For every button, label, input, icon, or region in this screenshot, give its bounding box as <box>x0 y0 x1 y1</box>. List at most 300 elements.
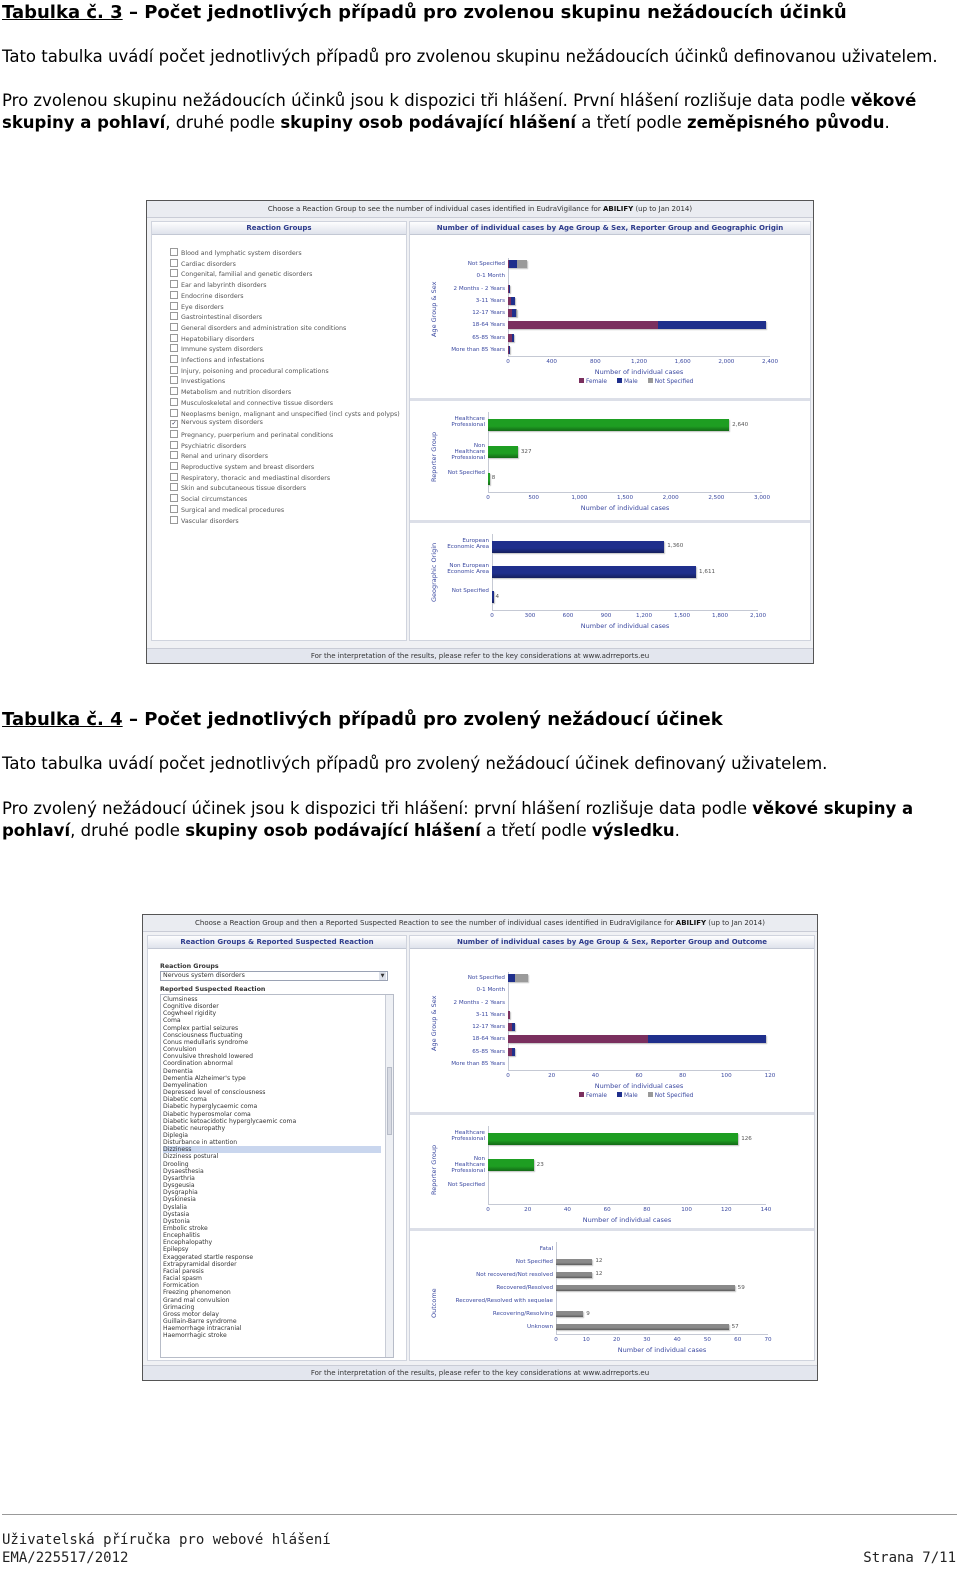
reaction-list-item[interactable]: Gross motor delay <box>163 1310 219 1318</box>
reaction-group-label: Metabolism and nutrition disorders <box>181 389 292 397</box>
category-tick-label: Non Healthcare Professional <box>451 1156 485 1174</box>
figure1-charts-panel <box>409 221 811 641</box>
reaction-list-item[interactable]: Diabetic ketoacidotic hyperglycaemic coma <box>163 1117 297 1125</box>
reaction-group-label: Ear and labyrinth disorders <box>181 282 267 290</box>
x-tick-label: 0 <box>490 613 494 619</box>
category-tick-label: Healthcare Professional <box>451 416 485 429</box>
x-tick-label: 40 <box>591 1073 599 1079</box>
bar <box>492 541 664 553</box>
category-tick-label: 2 Months - 2 Years <box>453 285 505 292</box>
section3-dash: – <box>128 2 138 23</box>
reaction-list-item[interactable]: Exaggerated startle response <box>163 1253 254 1261</box>
figure2-outcome-chart <box>410 1234 814 1358</box>
reaction-group-checkbox[interactable] <box>170 355 264 364</box>
reaction-list-item[interactable]: Conus medullaris syndrome <box>163 1038 248 1046</box>
checkbox-icon <box>170 483 178 491</box>
figure2-age-sex-chart <box>410 950 814 1110</box>
checkbox-icon <box>170 366 178 374</box>
reaction-group-checkbox[interactable] <box>170 312 262 321</box>
reaction-list-item[interactable]: Cogwheel rigidity <box>163 1010 217 1018</box>
figure1-bottom-note: For the interpretation of the results, please refer to the key considerations at www.adrreports.eu <box>147 648 813 663</box>
bar-segment-female <box>508 1011 510 1019</box>
figure1-right-header: Number of individual cases by Age Group & Sex, Reporter Group and Geographic Origin <box>410 222 810 235</box>
checkbox-icon <box>170 505 178 513</box>
reaction-list-item[interactable]: Facial spasm <box>163 1275 202 1283</box>
legend-swatch <box>579 378 584 383</box>
reaction-group-label: Musculoskeletal and connective tissue disorders <box>181 399 334 407</box>
section4-title: Počet jednotlivých případů pro zvolený nežádoucí účinek <box>144 709 723 730</box>
bar-segment-not-specified <box>515 974 528 982</box>
legend-swatch <box>617 378 622 383</box>
reaction-list-item[interactable]: Depressed level of consciousness <box>163 1089 266 1097</box>
category-tick-label: More than 85 Years <box>451 346 505 353</box>
section4-dash: – <box>128 709 138 730</box>
category-tick-label: European Economic Area <box>447 537 489 550</box>
figure2-left-header: Reaction Groups & Reported Suspected Reaction <box>148 936 406 949</box>
reaction-group-checkbox[interactable] <box>170 430 333 439</box>
x-axis-title: Number of individual cases <box>580 622 670 630</box>
checkbox-icon <box>170 462 178 470</box>
figure2-screenshot <box>142 914 818 1381</box>
category-tick-label: 65-85 Years <box>472 334 505 341</box>
checkbox-icon <box>170 355 178 363</box>
x-tick-label: 1,600 <box>674 359 691 365</box>
reaction-list-item[interactable]: Dementia Alzheimer's type <box>163 1074 246 1082</box>
x-tick-label: 0 <box>506 1073 510 1079</box>
reaction-group-checkbox[interactable] <box>170 462 314 471</box>
reaction-list-item[interactable]: Guillain-Barre syndrome <box>163 1318 237 1326</box>
reaction-group-label: Congenital, familial and genetic disorders <box>181 271 313 279</box>
y-axis-title: Age Group & Sex <box>430 281 438 337</box>
checkbox-icon <box>170 430 178 438</box>
x-axis-title: Number of individual cases <box>594 1082 684 1090</box>
y-axis-title: Reporter Group <box>430 431 438 482</box>
category-tick-label: Fatal <box>539 1245 553 1252</box>
bar-segment-not-specified <box>517 260 527 268</box>
x-tick-label: 100 <box>681 1207 692 1213</box>
x-tick-label: 70 <box>764 1337 772 1343</box>
reaction-group-label: Pregnancy, puerperium and perinatal conditions <box>181 431 334 439</box>
figure2-reaction-group-select[interactable]: Nervous system disorders ▼ <box>160 971 388 981</box>
legend-item <box>579 379 607 385</box>
section3-label: Tabulka č. 3 <box>2 2 123 23</box>
reaction-group-label: Blood and lymphatic system disorders <box>181 250 302 257</box>
category-tick-label: More than 85 Years <box>451 1060 505 1067</box>
figure1-topbar: Choose a Reaction Group to see the number of individual cases identified in EudraVigilance for ABILIFY (up to Jan 2014) <box>147 201 813 218</box>
reaction-list-item[interactable]: Epilepsy <box>163 1246 189 1254</box>
x-tick-label: 140 <box>760 1207 772 1213</box>
reaction-list-item[interactable]: Diabetic hyperglycaemic coma <box>163 1103 258 1111</box>
data-label: 2,640 <box>732 421 749 428</box>
category-tick-label: 18-64 Years <box>472 322 505 329</box>
x-tick-label: 80 <box>679 1073 687 1079</box>
bar-segment-female <box>508 321 658 329</box>
figure2-bottom-note: For the interpretation of the results, please refer to the key considerations at www.adrreports.eu <box>143 1365 817 1380</box>
checkbox-icon <box>170 376 178 384</box>
checkbox-icon <box>170 280 178 288</box>
category-tick-label: Recovered/Resolved <box>496 1285 553 1291</box>
reaction-group-checkbox[interactable] <box>170 344 263 353</box>
legend-item <box>579 1093 607 1099</box>
x-axis-line <box>488 492 762 493</box>
x-axis-line <box>508 1070 770 1071</box>
reaction-list-item[interactable]: Embolic stroke <box>163 1225 208 1232</box>
reaction-group-label: Nervous system disorders <box>181 419 263 427</box>
reaction-list-item[interactable]: Diabetic neuropathy <box>163 1124 226 1132</box>
section3-heading <box>2 2 847 23</box>
x-axis-title: Number of individual cases <box>594 368 684 376</box>
x-tick-label: 2,400 <box>761 359 779 365</box>
data-label: 8 <box>491 475 496 482</box>
scrollbar-thumb[interactable] <box>387 1067 392 1135</box>
category-tick-label: 0-1 Month <box>476 987 505 994</box>
x-tick-label: 1,800 <box>711 613 729 619</box>
reaction-group-label: Cardiac disorders <box>181 260 236 268</box>
x-tick-label: 40 <box>673 1337 681 1343</box>
reaction-list-item[interactable]: Dystonia <box>163 1217 190 1225</box>
bar-segment-male <box>509 285 510 293</box>
figure1-reaction-groups-panel <box>151 221 407 641</box>
category-tick-label: Not recovered/Not resolved <box>476 1271 553 1278</box>
x-tick-label: 0 <box>554 1337 558 1343</box>
x-tick-label: 50 <box>703 1337 711 1343</box>
reaction-list-item[interactable]: Grimacing <box>163 1303 195 1311</box>
legend-item <box>617 1093 638 1099</box>
x-tick-label: 2,000 <box>662 495 679 501</box>
reaction-group-label: Reproductive system and breast disorders <box>181 464 315 471</box>
footer-rule <box>2 1514 957 1515</box>
reaction-group-checkbox[interactable] <box>170 291 244 300</box>
y-axis-title: Outcome <box>430 1288 438 1318</box>
x-tick-label: 800 <box>589 359 601 365</box>
section4-label: Tabulka č. 4 <box>2 709 123 730</box>
x-tick-label: 40 <box>563 1207 571 1213</box>
x-axis-title: Number of individual cases <box>582 1216 672 1224</box>
bar-segment-male <box>509 260 517 268</box>
checkbox-icon <box>170 291 178 299</box>
reaction-list-item[interactable]: Dystasia <box>163 1210 190 1218</box>
data-label: 59 <box>737 1284 745 1291</box>
checkbox-icon <box>170 344 178 352</box>
bar <box>488 419 729 431</box>
x-axis-title: Number of individual cases <box>580 504 670 512</box>
x-tick-label: 3,000 <box>753 495 771 501</box>
reaction-group-label: Hepatobiliary disorders <box>181 335 255 343</box>
bar <box>488 473 490 485</box>
x-tick-label: 80 <box>643 1207 651 1213</box>
reaction-group-label: Neoplasms benign, malignant and unspecified (incl cysts and polyps) <box>181 410 400 418</box>
figure2-reaction-groups-label: Reaction Groups <box>160 963 219 970</box>
reaction-group-checkbox[interactable] <box>170 409 400 418</box>
reaction-list-item[interactable]: Diabetic coma <box>163 1096 207 1104</box>
figure2-right-header: Number of individual cases by Age Group & Sex, Reporter Group and Outcome <box>410 936 814 949</box>
legend-item <box>617 379 638 385</box>
data-label: 1,611 <box>699 568 716 575</box>
bar-segment-male <box>512 1023 514 1031</box>
reaction-list-item[interactable]: Grand mal convulsion <box>163 1296 230 1304</box>
reaction-group-checkbox[interactable] <box>170 334 254 343</box>
reaction-group-label: Psychiatric disorders <box>181 442 247 450</box>
bar <box>556 1311 583 1317</box>
x-tick-label: 120 <box>720 1207 732 1213</box>
x-axis-line <box>488 1204 766 1205</box>
data-label: 126 <box>741 1135 752 1142</box>
bar-segment-male <box>509 346 510 354</box>
section3-paragraph2: Pro zvolenou skupinu nežádoucích účinků jsou k dispozici tři hlášení. První hlášení rozlišuje data podle věkové skupiny a pohlaví, druhé podle skupiny osob podávající hlášení a třetí podle zeměpisného původu. <box>2 91 917 132</box>
legend-label: Male <box>623 378 638 385</box>
reaction-list-item[interactable]: Encephalopathy <box>163 1239 213 1247</box>
section4-paragraph1: Tato tabulka uvádí počet jednotlivých případů pro zvolený nežádoucí účinek definovaný uživatelem. <box>2 754 828 773</box>
x-axis-title: Number of individual cases <box>617 1346 707 1354</box>
checkbox-icon <box>170 387 178 395</box>
reaction-group-checkbox[interactable] <box>170 323 346 332</box>
x-tick-label: 20 <box>548 1073 556 1079</box>
section3-title: Počet jednotlivých případů pro zvolenou skupinu nežádoucích účinků <box>144 2 847 23</box>
reaction-group-checkbox[interactable] <box>170 302 224 311</box>
legend-swatch <box>648 378 653 383</box>
bar <box>556 1324 729 1330</box>
reaction-list-item[interactable]: Diabetic hyperosmolar coma <box>163 1110 251 1118</box>
reaction-list-item[interactable]: Formication <box>163 1282 199 1290</box>
reaction-group-label: Social circumstances <box>181 496 248 504</box>
footer-doc-id: EMA/225517/2012 <box>2 1550 129 1566</box>
chart-legend <box>579 1092 703 1099</box>
figure2-charts-panel <box>409 935 815 1361</box>
checkbox-icon <box>170 269 178 277</box>
category-tick-label: Not Specified <box>467 261 505 268</box>
reaction-list-item[interactable]: Cognitive disorder <box>163 1003 219 1011</box>
reaction-list-item[interactable]: Dizziness <box>163 1146 381 1153</box>
reaction-group-label: Investigations <box>181 378 226 386</box>
category-tick-label: 3-11 Years <box>475 1011 505 1018</box>
bar <box>488 1159 534 1171</box>
x-tick-label: 300 <box>524 613 536 619</box>
category-tick-label: 2 Months - 2 Years <box>453 999 505 1006</box>
reaction-list-item[interactable]: Extrapyramidal disorder <box>163 1260 237 1268</box>
reaction-list-item[interactable]: Haemorrhagic stroke <box>163 1332 227 1340</box>
bar <box>492 591 494 603</box>
reaction-group-label: General disorders and administration site conditions <box>181 324 347 332</box>
reaction-list-item[interactable]: Dysarthria <box>163 1174 195 1182</box>
reaction-group-label: Vascular disorders <box>181 517 239 525</box>
reaction-group-checkbox[interactable] <box>170 483 306 492</box>
figure1-age-sex-chart <box>410 236 810 396</box>
checkbox-icon <box>170 409 178 417</box>
bar <box>492 566 696 578</box>
reaction-group-checkbox[interactable] <box>170 248 302 257</box>
category-tick-label: Not Specified <box>515 1258 553 1265</box>
x-tick-label: 1,200 <box>630 359 648 365</box>
reaction-group-label: Gastrointestinal disorders <box>181 314 263 322</box>
reaction-list-item[interactable]: Disturbance in attention <box>163 1139 238 1147</box>
bar <box>556 1285 735 1291</box>
checkbox-icon <box>170 494 178 502</box>
x-tick-label: 60 <box>603 1207 611 1213</box>
category-tick-label: 18-64 Years <box>472 1036 505 1043</box>
footer-page-number: Strana 7/11 <box>863 1550 956 1566</box>
bar <box>556 1272 592 1278</box>
checkbox-checked-icon: ✓ <box>171 420 177 428</box>
reaction-group-label: Endocrine disorders <box>181 292 244 300</box>
reaction-list-item[interactable]: Drooling <box>163 1160 189 1168</box>
category-tick-label: 12-17 Years <box>472 310 505 317</box>
reaction-group-label: Skin and subcutaneous tissue disorders <box>181 485 307 493</box>
figure2-reaction-listbox[interactable] <box>160 994 394 1358</box>
reaction-list-item[interactable]: Dyskinesia <box>163 1196 196 1204</box>
reaction-group-label: Surgical and medical procedures <box>181 506 285 514</box>
reaction-group-checkbox[interactable] <box>170 269 312 278</box>
category-tick-label: 65-85 Years <box>472 1048 505 1055</box>
category-tick-label: 3-11 Years <box>475 297 505 304</box>
checkbox-icon <box>170 334 178 342</box>
figure1-screenshot <box>146 200 814 664</box>
reaction-list-item[interactable]: Haemorrhage intracranial <box>163 1325 242 1333</box>
checkbox-icon <box>170 398 178 406</box>
reaction-list-item[interactable]: Dementia <box>163 1067 193 1075</box>
legend-label: Female <box>586 1092 607 1099</box>
bar-segment-male <box>648 1035 766 1043</box>
x-tick-label: 0 <box>486 1207 490 1213</box>
bar-segment-female <box>508 1035 648 1043</box>
x-axis-line <box>556 1334 768 1335</box>
reaction-group-checkbox[interactable] <box>170 494 247 503</box>
reaction-list-item[interactable]: Encephalitis <box>163 1232 200 1240</box>
legend-swatch <box>579 1092 584 1097</box>
category-tick-label: Non European Economic Area <box>447 563 489 575</box>
reaction-list-item[interactable]: Coordination abnormal <box>163 1060 233 1068</box>
reaction-list-item[interactable]: Clumsiness <box>163 996 198 1003</box>
category-tick-label: 0-1 Month <box>476 273 505 280</box>
category-tick-label: Recovered/Resolved with sequelae <box>455 1298 553 1305</box>
legend-item <box>648 379 694 385</box>
data-label: 1,360 <box>667 543 684 550</box>
x-tick-label: 100 <box>720 1073 732 1079</box>
x-tick-label: 2,100 <box>749 613 767 619</box>
reaction-group-checkbox[interactable] <box>170 376 225 385</box>
reaction-group-label: Injury, poisoning and procedural complications <box>181 367 329 375</box>
reaction-group-checkbox[interactable] <box>170 259 236 268</box>
reaction-group-checkbox[interactable] <box>170 419 263 428</box>
checkbox-icon <box>170 516 178 524</box>
y-axis-title: Geographic Origin <box>430 542 438 602</box>
reaction-group-label: Renal and urinary disorders <box>181 453 269 461</box>
x-tick-label: 2,000 <box>718 359 735 365</box>
checkbox-icon <box>170 323 178 331</box>
data-label: 57 <box>731 1323 739 1330</box>
reaction-list-item[interactable]: Dyslalia <box>163 1203 188 1211</box>
bar <box>488 1133 738 1145</box>
reaction-list-item[interactable]: Demyelination <box>163 1081 208 1089</box>
bar-segment-male <box>511 297 515 305</box>
reaction-list-item[interactable]: Coma <box>163 1017 181 1025</box>
figure2-topbar: Choose a Reaction Group and then a Reported Suspected Reaction to see the number of individual cases identified in EudraVigilance for ABILIFY (up to Jan 2014) <box>143 915 817 932</box>
legend-swatch <box>617 1092 622 1097</box>
legend-label: Female <box>586 378 607 385</box>
reaction-group-checkbox[interactable] <box>170 398 333 407</box>
checkbox-icon <box>170 441 178 449</box>
reaction-group-checkbox[interactable] <box>170 516 239 525</box>
category-tick-label: Healthcare Professional <box>451 1130 485 1142</box>
x-tick-label: 500 <box>528 495 539 501</box>
reaction-group-checkbox[interactable] <box>170 366 329 375</box>
checkbox-icon <box>170 259 178 267</box>
category-tick-label: Not Specified <box>447 469 485 476</box>
legend-label: Not Specified <box>654 1092 694 1099</box>
reaction-list-item[interactable]: Facial paresis <box>163 1267 204 1275</box>
category-tick-label: Not Specified <box>467 975 505 982</box>
x-tick-label: 600 <box>562 613 574 619</box>
reaction-list-item[interactable]: Freezing phenomenon <box>163 1289 231 1297</box>
reaction-list-item[interactable]: Dysaesthesia <box>163 1167 204 1175</box>
checkbox-icon <box>170 302 178 310</box>
bar-segment-male <box>512 1048 514 1056</box>
category-tick-label: Recovering/Resolving <box>492 1311 553 1318</box>
x-tick-label: 20 <box>524 1207 532 1213</box>
reaction-list-item[interactable]: Convulsive threshold lowered <box>163 1053 253 1061</box>
checkbox-icon <box>170 451 178 459</box>
reaction-list-item[interactable]: Complex partial seizures <box>163 1024 239 1032</box>
x-tick-label: 2,500 <box>708 495 725 501</box>
chevron-down-icon: ▼ <box>380 973 385 979</box>
section4-paragraph2: Pro zvolený nežádoucí účinek jsou k dispozici tři hlášení: první hlášení rozlišuje data podle věkové skupiny a pohlaví, druhé podle skupiny osob podávající hlášení a třetí podle výsledku. <box>2 799 914 840</box>
legend-label: Male <box>623 1092 638 1099</box>
checkbox-icon <box>170 473 178 481</box>
reaction-list-item[interactable]: Convulsion <box>163 1046 197 1054</box>
x-tick-label: 120 <box>764 1073 776 1079</box>
category-tick-label: 12-17 Years <box>472 1024 505 1031</box>
reaction-group-checkbox[interactable] <box>170 451 268 460</box>
bar <box>488 446 518 458</box>
x-tick-label: 20 <box>613 1337 621 1343</box>
reaction-group-label: Respiratory, thoracic and mediastinal disorders <box>181 474 331 482</box>
reaction-group-label: Immune system disorders <box>181 346 263 354</box>
reaction-group-checkbox[interactable] <box>170 387 291 396</box>
reaction-group-checkbox[interactable] <box>170 280 267 289</box>
checkbox-icon <box>170 312 178 320</box>
x-tick-label: 0 <box>506 359 510 365</box>
footer-title: Uživatelská příručka pro webové hlášení <box>2 1532 331 1548</box>
figure1-geographic-chart <box>410 524 810 638</box>
bar-segment-male <box>512 334 514 342</box>
reaction-list-item[interactable]: Consciousness fluctuating <box>163 1031 243 1039</box>
data-label: 23 <box>536 1161 544 1168</box>
reaction-group-checkbox[interactable] <box>170 473 330 482</box>
bar-segment-not-specified <box>516 309 517 317</box>
x-tick-label: 0 <box>486 495 490 501</box>
x-axis-line <box>492 610 758 611</box>
y-axis-title: Reporter Group <box>430 1144 438 1195</box>
category-tick-label: Non Healthcare Professional <box>451 443 485 461</box>
section4-heading <box>2 709 723 730</box>
y-axis-title: Age Group & Sex <box>430 995 438 1051</box>
reaction-group-checkbox[interactable] <box>170 505 284 514</box>
reaction-list-item[interactable]: Dizziness postural <box>163 1153 219 1161</box>
bar <box>556 1259 592 1265</box>
data-label: 4 <box>495 593 500 600</box>
x-tick-label: 1,500 <box>673 613 691 619</box>
figure2-listbox-scrollbar[interactable] <box>385 995 393 1357</box>
category-tick-label: Not Specified <box>451 588 489 595</box>
legend-swatch <box>648 1092 653 1097</box>
category-tick-label: Not Specified <box>447 1182 485 1188</box>
reaction-list-item[interactable]: Dysgeusia <box>163 1182 195 1190</box>
figure2-reaction-panel <box>147 935 407 1361</box>
reaction-list-item[interactable]: Diplegia <box>163 1131 188 1139</box>
reaction-list-item[interactable]: Dysgraphia <box>163 1189 198 1197</box>
reaction-group-checkbox[interactable] <box>170 441 246 450</box>
checkbox-icon <box>170 248 178 256</box>
section3-paragraph1: Tato tabulka uvádí počet jednotlivých případů pro zvolenou skupinu nežádoucích účinků definovanou uživatelem. <box>2 47 938 66</box>
